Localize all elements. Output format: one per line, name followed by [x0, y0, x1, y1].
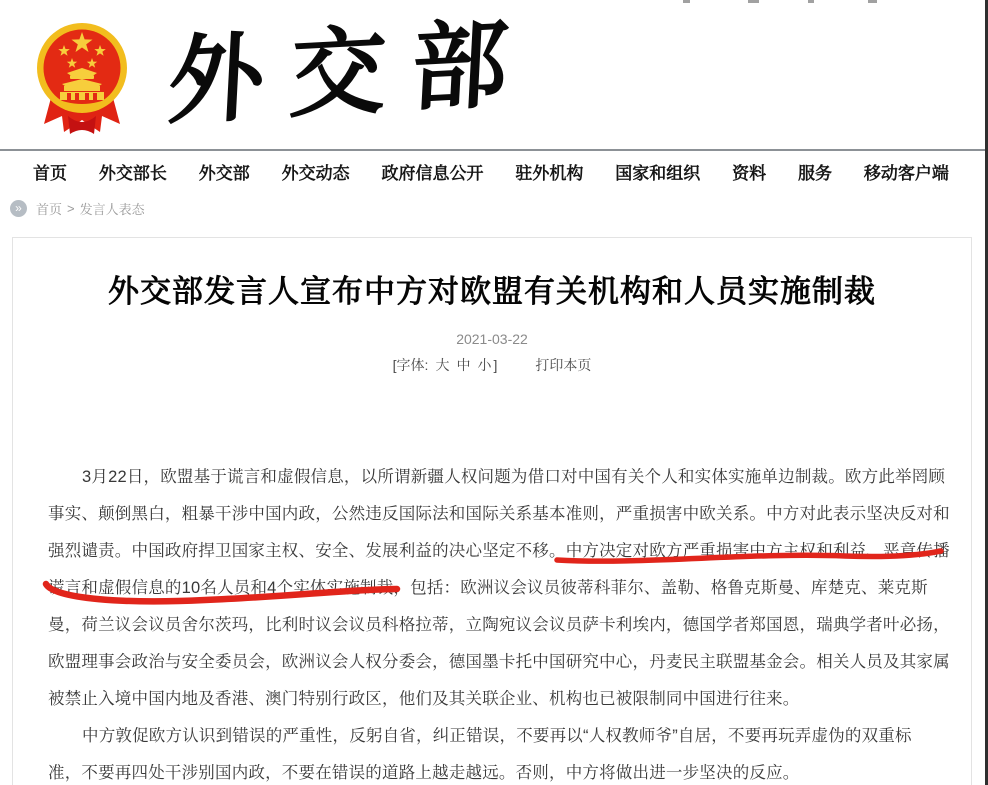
article-date: 2021-03-22 [456, 331, 528, 347]
body-line: 准，不要再四处干涉别国内政，不要在错误的道路上越走越远。否则，中方将做出进一步坚决的反应。 [48, 764, 800, 782]
article-title: 外交部发言人宣布中方对欧盟有关机构和人员实施制裁 [108, 274, 876, 309]
national-emblem-icon[interactable] [34, 16, 130, 138]
breadcrumb-current: 发言人表态 [79, 201, 145, 217]
clipped-header-fragment [683, 0, 690, 3]
nav-item[interactable]: 国家和组织 [615, 163, 701, 183]
nav-item[interactable]: 资料 [732, 163, 767, 183]
body-line: 中方敦促欧方认识到错误的严重性，反躬自省，纠正错误，不要再以“人权教师爷”自居，不要再玩弄虚伪的双重标 [82, 727, 912, 745]
font-size-label-close: ] [493, 357, 498, 373]
article-toolbar [12, 355, 972, 375]
breadcrumb-separator: > [67, 200, 75, 216]
nav-item[interactable]: 移动客户端 [863, 163, 949, 183]
nav-item[interactable]: 驻外机构 [515, 163, 584, 183]
nav-item[interactable]: 外交部 [198, 163, 250, 183]
nav-item[interactable]: 外交动态 [281, 163, 350, 183]
body-line: 3月22日，欧盟基于谎言和虚假信息，以所谓新疆人权问题为借口对中国有关个人和实体实施单边制裁。欧方此举罔顾 [82, 468, 946, 486]
font-size-small-button[interactable]: 小 [477, 357, 492, 373]
print-page-button[interactable]: 打印本页 [535, 357, 592, 373]
nav-item[interactable]: 政府信息公开 [381, 163, 484, 183]
breadcrumb-arrow-icon: » [10, 200, 27, 217]
breadcrumb [10, 199, 145, 217]
body-line: 谎言和虚假信息的10名人员和4个实体实施制裁，包括：欧洲议会议员彼蒂科菲尔、盖勒、格鲁克斯曼、库楚克、莱克斯 [48, 579, 928, 597]
body-line: 被禁止入境中国内地及香港、澳门特别行政区，他们及其关联企业、机构也已被限制同中国进行往来。 [48, 690, 800, 708]
body-line: 强烈谴责。中国政府捍卫国家主权、安全、发展利益的决心坚定不移。中方决定对欧方严重损害中方主权和利益、恶意传播 [48, 542, 950, 560]
article-body [48, 459, 948, 785]
font-size-large-button[interactable]: 大 [435, 357, 450, 373]
clipped-header-fragment [808, 0, 814, 3]
breadcrumb-home-link[interactable]: 首页 [36, 201, 63, 217]
nav-item[interactable]: 服务 [798, 163, 832, 183]
main-nav [0, 153, 985, 189]
nav-item[interactable]: 外交部长 [98, 163, 167, 183]
font-size-label: [字体: [392, 357, 429, 373]
nav-item[interactable]: 首页 [33, 163, 67, 183]
header-divider [0, 149, 985, 151]
body-line: 事实、颠倒黑白，粗暴干涉中国内政，公然违反国际法和国际关系基本准则，严重损害中欧关系。中方对此表示坚决反对和 [48, 505, 950, 523]
clipped-header-fragment [868, 0, 877, 3]
ministry-calligraphy-logo[interactable]: 外交部 [165, 9, 537, 137]
body-line: 欧盟理事会政治与安全委员会，欧洲议会人权分委会，德国墨卡托中国研究中心，丹麦民主联盟基金会。相关人员及其家属 [48, 653, 950, 671]
body-line: 曼，荷兰议会议员舍尔茨玛，比利时议会议员科格拉蒂，立陶宛议会议员萨卡利埃内，德国学者郑国恩，瑞典学者叶必扬， [48, 616, 950, 634]
clipped-header-fragment [748, 0, 759, 3]
font-size-medium-button[interactable]: 中 [456, 357, 471, 373]
